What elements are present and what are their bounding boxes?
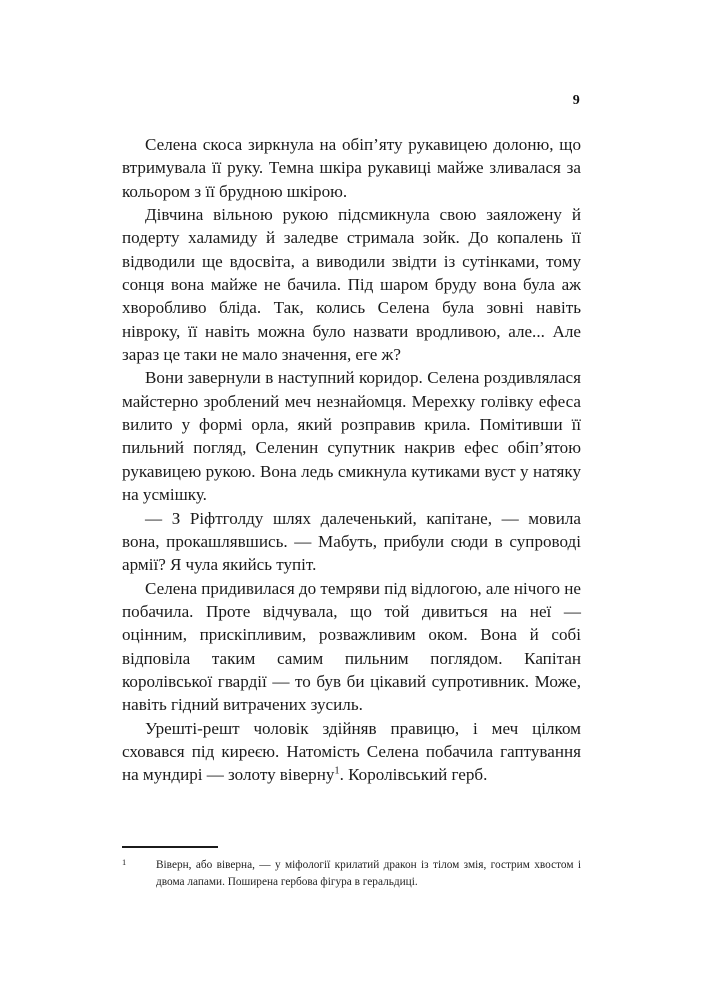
paragraph-text-after-ref: . Королівський герб. xyxy=(339,765,488,785)
paragraph: Селена скоса зиркнула на обіп’яту рукавицею долоню, що втримувала її руку. Темна шкіра рукавиці майже зливалася за кольором з її брудною шкірою. xyxy=(122,135,581,201)
paragraph-text-before-ref: Урешті-решт чоловік здійняв правицю, і меч цілком сховався під киреєю. Натомість Селена побачила гаптування на мундирі — золоту віверну xyxy=(122,718,581,785)
body-text-block xyxy=(122,133,581,787)
footnote-area xyxy=(122,846,581,890)
paragraph: Дівчина вільною рукою підсмикнула свою заяложену й подерту халамиду й заледве стримала зойк. До копалень її відводили ще вдосвіта, а виводили звідти із сутінками, тому сонця вона майже не бачила. Під шаром бруду вона була аж хворобливо бліда. Так, колись Селена була зовні навіть ніврoку, її навіть можна було назвати вродливою, але... Але зараз це таки не мало значення, еге ж? xyxy=(122,205,581,365)
paragraph-with-footnote-ref xyxy=(122,717,581,787)
page-number: 9 xyxy=(572,93,580,108)
paragraph: Вони завернули в наступний коридор. Селена роздивлялася майстерно зроблений меч незнайомця. Мерехку голівку ефеса вилито у формі орла, який розправив крила. Помітивши її пильний погляд, Селенин супутник накрив ефес обіп’ятою рукавицею рукою. Вона ледь смикнула кутиками вуст у натяку на усмішку. xyxy=(122,368,581,505)
footnote-number: 1 xyxy=(122,858,127,867)
paragraph: Селена придивилася до темряви під відлогою, але нічого не побачила. Проте відчувала, що той дивиться на неї — оцінним, прискіпливим, розважливим оком. Вона й собі відповіла таким самим пильним поглядом. Капітан королівської гвардії — то був би цікавий супротивник. Може, навіть гідний витрачених зусиль. xyxy=(122,578,581,715)
footnote-text: Віверн, або віверна, — у міфології крилатий дракон із тілом змія, гострим хвостом і двома лапами. Поширена гербова фігура в геральдиці. xyxy=(156,859,581,888)
footnote-separator-rule xyxy=(122,846,218,848)
footnote-reference-marker[interactable]: 1 xyxy=(334,765,340,777)
footnote-entry xyxy=(122,857,581,890)
dialogue-paragraph: — З Ріфтголду шлях далеченький, капітане, — мовила вона, прокашлявшись. — Мабуть, прибули сюди в супроводі армії? Я чула якийсь тупіт. xyxy=(122,508,581,575)
